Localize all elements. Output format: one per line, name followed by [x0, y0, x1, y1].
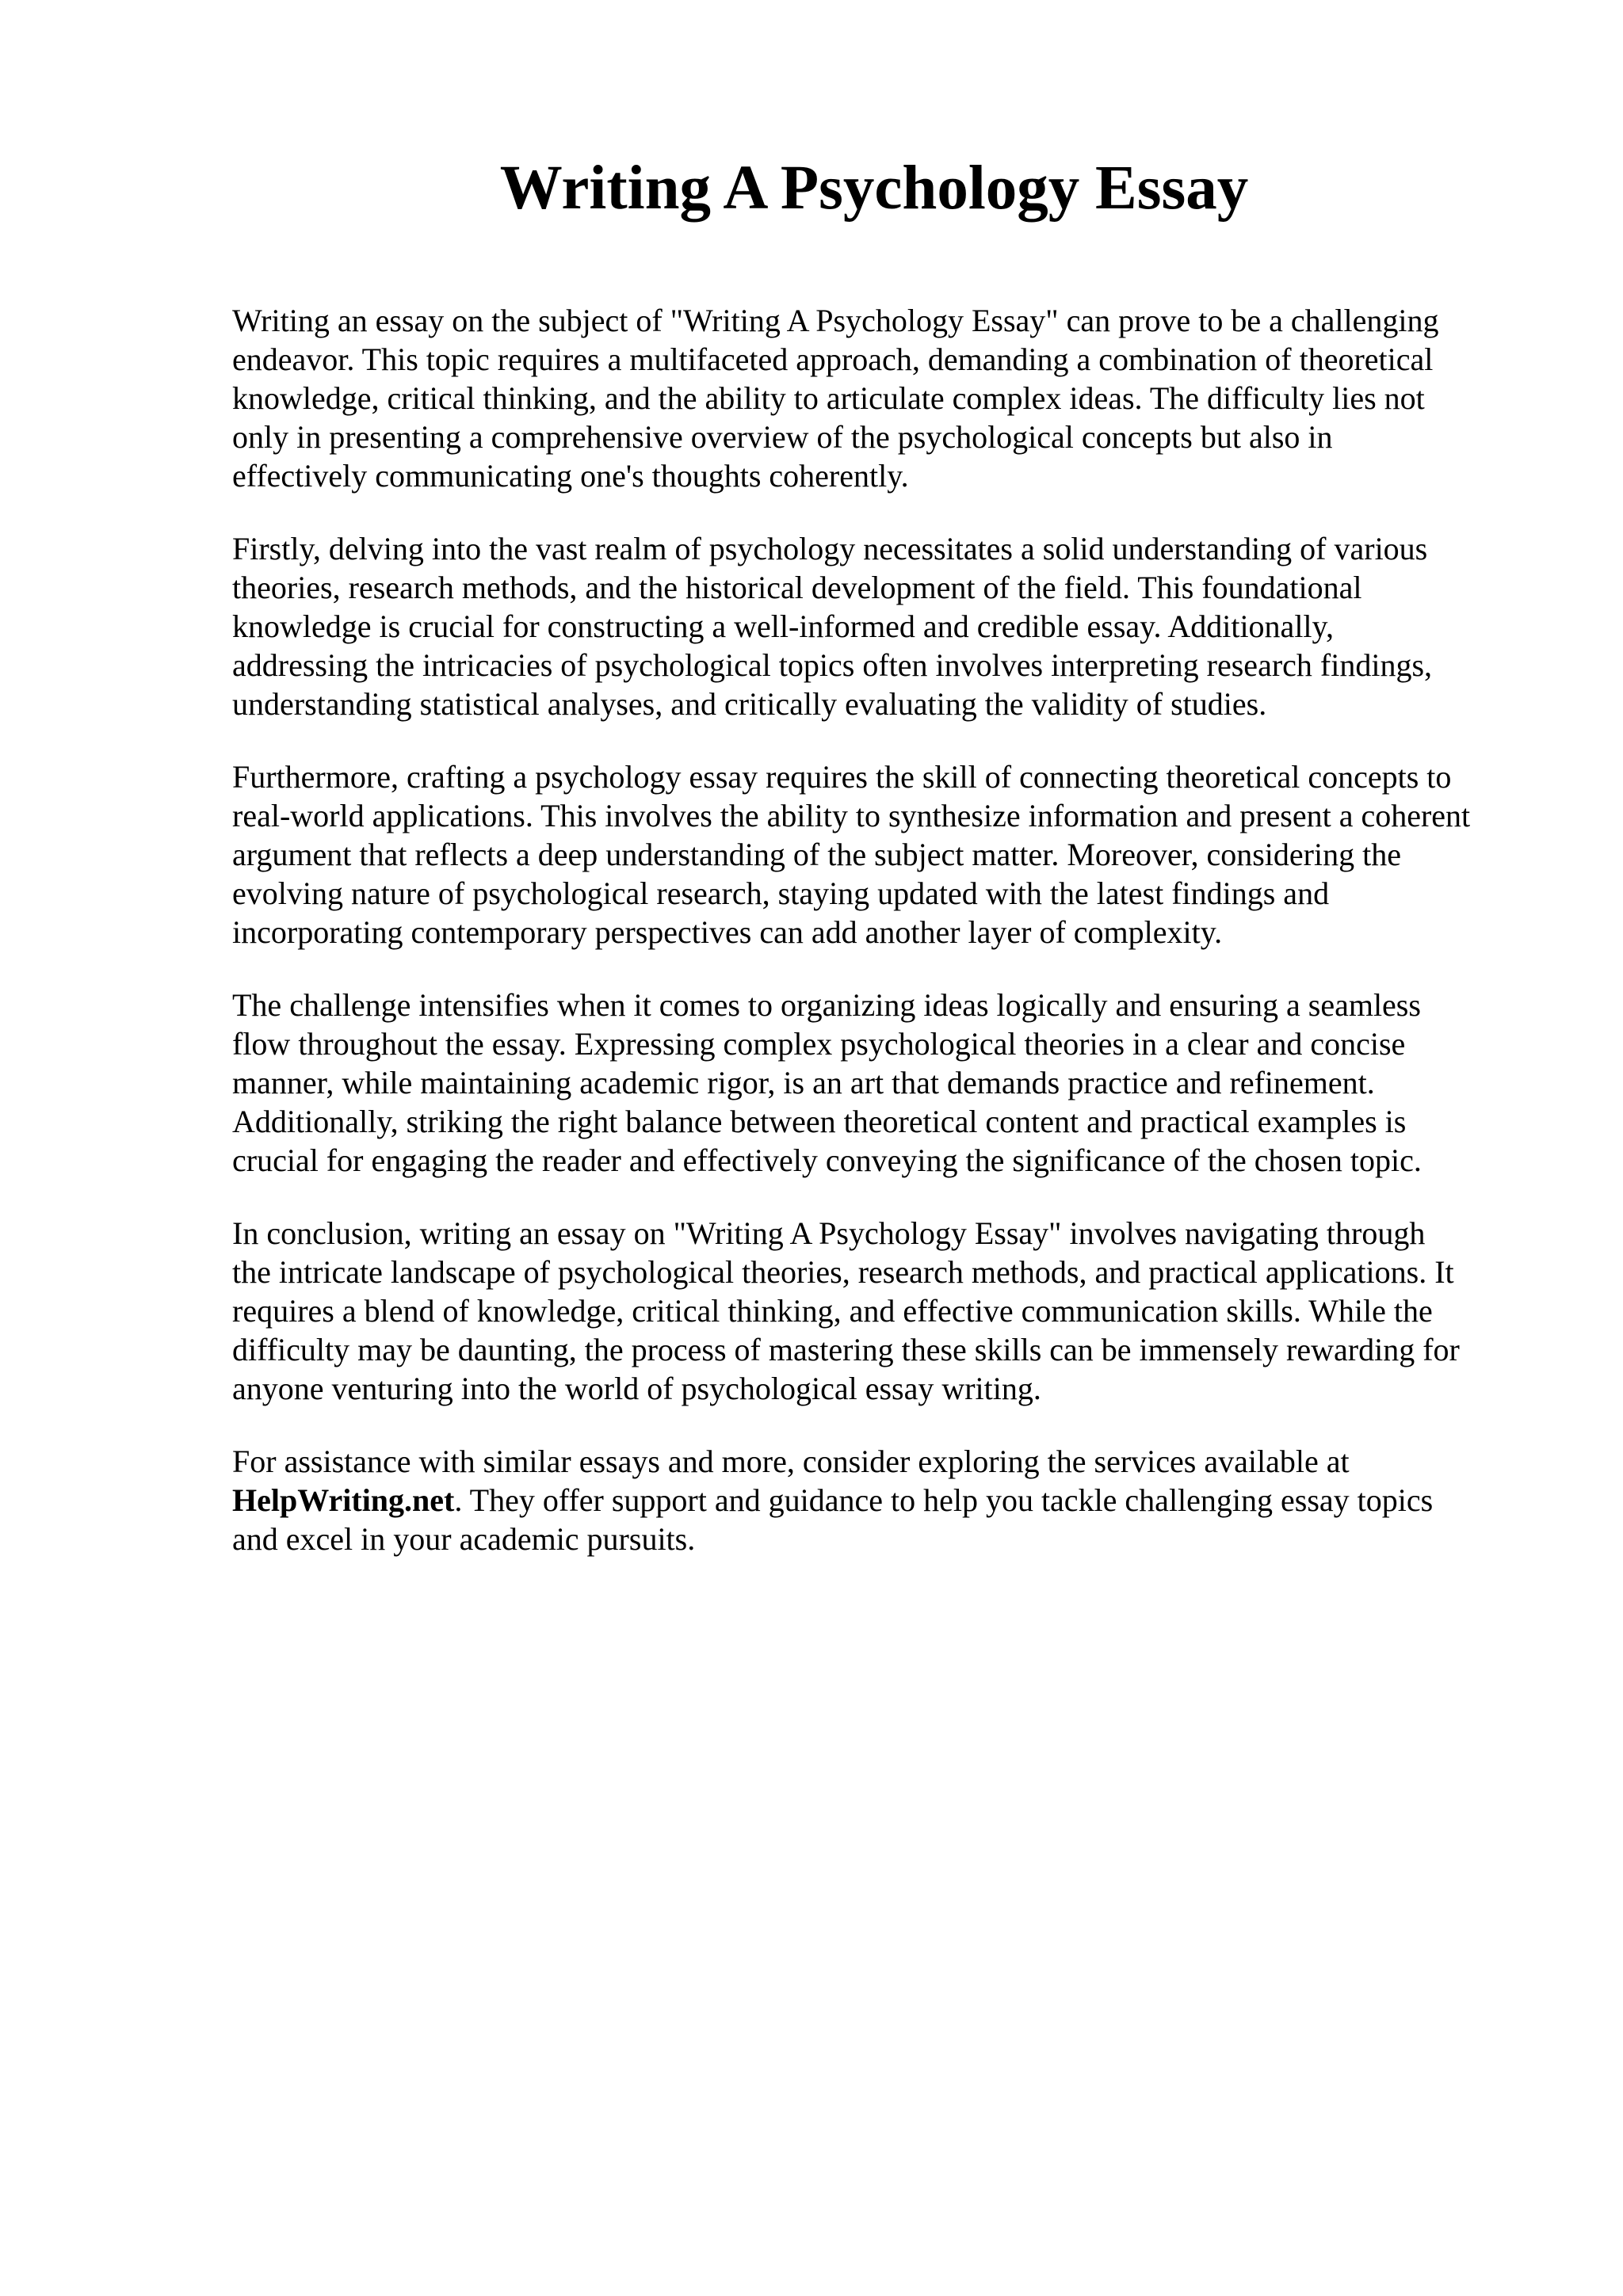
text-line: Firstly, delving into the vast realm of psychology necessitates a solid understanding of various [232, 531, 1428, 566]
paragraph-conclusion [232, 1214, 1532, 1408]
text-line: theories, research methods, and the historical development of the field. This foundational [232, 570, 1362, 605]
paragraph-furthermore [232, 757, 1532, 952]
text-line: addressing the intricacies of psychological topics often involves interpreting research findings, [232, 647, 1433, 683]
text-line: incorporating contemporary perspectives can add another layer of complexity. [232, 914, 1223, 950]
text-line: effectively communicating one's thoughts coherently. [232, 458, 909, 494]
paragraph-intro [232, 301, 1532, 495]
text-line: Additionally, striking the right balance between theoretical content and practical examples is [232, 1104, 1407, 1139]
text-line: real-world applications. This involves the ability to synthesize information and present a coherent [232, 798, 1471, 833]
text-line: crucial for engaging the reader and effectively conveying the significance of the chosen topic. [232, 1142, 1422, 1178]
text-line: Writing an essay on the subject of "Writing A Psychology Essay" can prove to be a challenging [232, 303, 1439, 338]
essay-body [232, 301, 1532, 1592]
text-line: the intricate landscape of psychological theories, research methods, and practical applications. It [232, 1254, 1454, 1290]
text-line: In conclusion, writing an essay on "Writing A Psychology Essay" involves navigating through [232, 1215, 1426, 1251]
text-line: only in presenting a comprehensive overview of the psychological concepts but also in [232, 419, 1333, 455]
text-line: argument that reflects a deep understanding of the subject matter. Moreover, considering the [232, 837, 1401, 872]
closing-line-rest: . They offer support and guidance to help you tackle challenging essay topics [454, 1482, 1434, 1518]
text-line: and excel in your academic pursuits. [232, 1521, 696, 1557]
text-line: requires a blend of knowledge, critical thinking, and effective communication skills. While the [232, 1293, 1433, 1329]
text-line: difficulty may be daunting, the process of mastering these skills can be immensely rewarding for [232, 1332, 1460, 1367]
text-line [232, 1481, 1532, 1520]
text-line: The challenge intensifies when it comes to organizing ideas logically and ensuring a seamless [232, 987, 1421, 1023]
text-line: manner, while maintaining academic rigor, is an art that demands practice and refinement. [232, 1065, 1375, 1100]
text-line: endeavor. This topic requires a multifaceted approach, demanding a combination of theoretical [232, 341, 1434, 377]
brand-name: HelpWriting.net [232, 1482, 455, 1518]
text-line: evolving nature of psychological research, staying updated with the latest findings and [232, 875, 1330, 911]
text-line: Furthermore, crafting a psychology essay requires the skill of connecting theoretical concepts to [232, 759, 1452, 795]
text-line: understanding statistical analyses, and critically evaluating the validity of studies. [232, 686, 1267, 722]
text-line: anyone venturing into the world of psychological essay writing. [232, 1371, 1041, 1406]
text-line: For assistance with similar essays and more, consider exploring the services available at [232, 1444, 1350, 1479]
page-title: Writing A Psychology Essay [499, 154, 1249, 223]
paragraph-closing [232, 1442, 1532, 1558]
text-line: knowledge, critical thinking, and the ability to articulate complex ideas. The difficulty lies not [232, 380, 1425, 416]
text-line: knowledge is crucial for constructing a well-informed and credible essay. Additionally, [232, 608, 1334, 644]
paragraph-challenge [232, 986, 1532, 1180]
paragraph-firstly [232, 529, 1532, 723]
text-line: flow throughout the essay. Expressing complex psychological theories in a clear and concise [232, 1026, 1406, 1062]
